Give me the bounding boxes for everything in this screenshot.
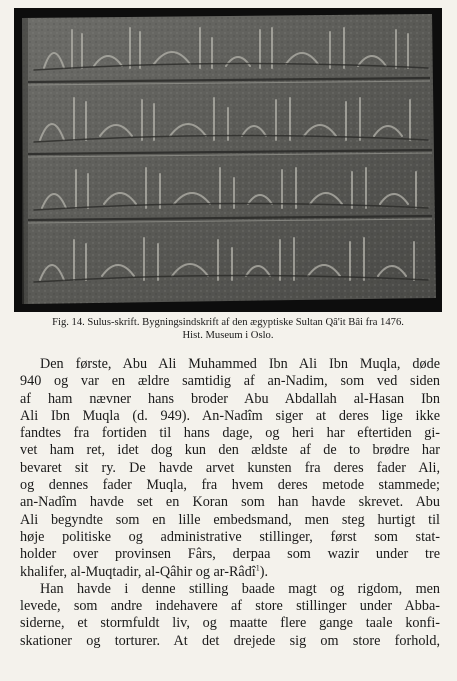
caption-line-2: Hist. Museum i Oslo.	[182, 330, 274, 341]
text-line: Han havde i denne stilling baade magt og rigdom, men	[40, 580, 440, 597]
text-line: Ali Ibn Muqla (d. 949). An-Nadîm siger at deres lige ikke	[20, 407, 440, 424]
body-text	[20, 356, 440, 650]
text-line: khalifer, al-Muqtadir, al-Qâhir og ar-Râdî	[20, 563, 256, 580]
paragraph-2	[20, 581, 440, 650]
figure-caption	[14, 316, 442, 342]
text-line-last	[20, 564, 440, 581]
inscription-photo	[14, 8, 442, 312]
footnote-mark: 1	[255, 562, 260, 572]
text-line: an-Nadîm havde set en Koran som han havde skrevet. Abu	[20, 494, 440, 511]
text-line: skationer og torturer. At det drejede sig om store forhold,	[20, 632, 440, 649]
caption-line-1: Fig. 14. Sulus-skrift. Bygningsindskrift af den ægyptiske Sultan Qâ'it Bâi fra 1476.	[52, 317, 404, 328]
text-line: Den første, Abu Ali Muhammed Ibn Ali Ibn Muqla, døde	[40, 356, 440, 372]
text-line-tail: ).	[259, 563, 269, 580]
text-line: siderne, et stormfuldt liv, og maatte flere gange taale konfi-	[20, 615, 440, 632]
text-line: bevaret sit ry. De havde arvet kunsten fra deres fader Ali,	[20, 459, 440, 476]
text-line: vet ham ret, idet dog kun den ældste af de to brødre har	[20, 442, 440, 459]
text-line: af ham nævner hans broder Abu Abdallah al-Hasan Ibn	[20, 390, 440, 407]
text-line: høje politiske og administrative stillinger, først som stat-	[20, 528, 440, 545]
text-line: Ali begyndte som en lille embedsmand, men steg hurtigt til	[20, 511, 440, 528]
text-line: 940 og var en ældre samtidig af an-Nadim, som ved siden	[20, 373, 440, 390]
stone-inscription-image	[14, 8, 442, 312]
paragraph-1	[20, 356, 440, 581]
text-line: levede, som andre indehavere af store stillinger under Abba-	[20, 598, 440, 615]
text-line: og dennes fader Muqla, fra hvem deres metode stammede;	[20, 477, 440, 494]
text-line: holder over provinsen Fârs, derpaa som wazir under tre	[20, 546, 440, 563]
text-line: fandtes fra fortiden til hans dage, og heri har eftertiden gi-	[20, 425, 440, 442]
